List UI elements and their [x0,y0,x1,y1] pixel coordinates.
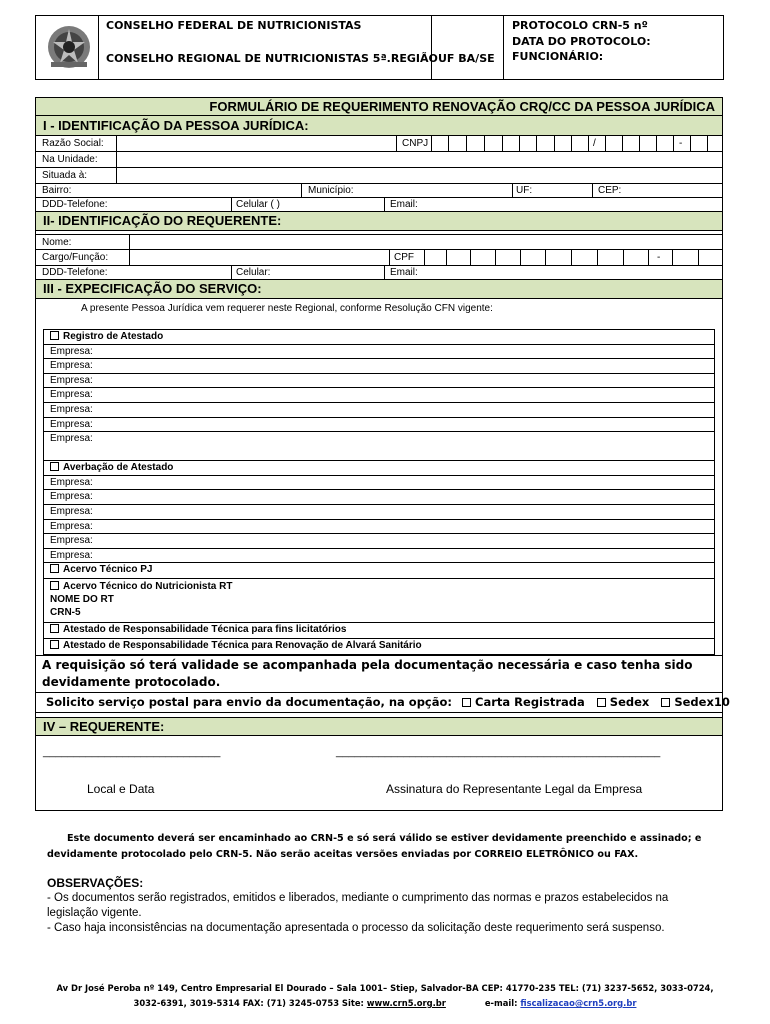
acervo-rt-option[interactable]: Acervo Técnico do Nutricionista RT NOME DO RT CRN-5 [44,579,714,623]
crn5-label: CRN-5 [50,607,81,619]
section-4-title: IV – REQUERENTE: [36,717,722,736]
acervo-pj-option[interactable]: Acervo Técnico PJ [44,563,714,579]
uf-cell [432,16,504,79]
averbacao-option[interactable]: Averbação de Atestado [44,461,714,476]
checkbox-icon [50,640,59,649]
empresa-field[interactable]: Empresa: [44,403,714,418]
footer-contacts: 3032-6391, 3019-5314 FAX: (71) 3245-0753 Site: www.crn5.org.br e-mail: fiscalizacao@crn5.org.br [133,998,637,1008]
unidade-row[interactable]: Na Unidade: [36,152,722,168]
sedex-option[interactable]: Sedex [597,695,650,709]
checkbox-icon [597,698,606,707]
federal-council: CONSELHO FEDERAL DE NUTRICIONISTAS [106,19,362,32]
nome-rt-label: NOME DO RT [50,594,114,606]
signature-area [36,736,722,810]
checkbox-icon [50,331,59,340]
form-title: FORMULÁRIO DE REQUERIMENTO RENOVAÇÃO CRQ/CC DA PESSOA JURÍDICA [36,98,722,116]
empresa-field[interactable]: Empresa: [44,490,714,505]
checkbox-icon [462,698,471,707]
telefone-row[interactable]: DDD-Telefone: Celular ( ) Email: [36,198,722,212]
carta-option[interactable]: Carta Registrada [462,695,585,709]
empresa-field[interactable]: Empresa: [44,534,714,549]
seal-cell [36,16,99,79]
empresa-field[interactable]: Empresa: [44,359,714,374]
protocolo-label: PROTOCOLO CRN-5 nº [512,19,648,32]
data-protocolo-label: DATA DO PROTOCOLO: [512,35,651,48]
funcionario-label: FUNCIONÁRIO: [512,50,604,63]
registro-option[interactable]: Registro de Atestado [44,330,714,345]
razao-row[interactable]: Razão Social: CNPJ / - [36,136,722,152]
cargo-row[interactable]: Cargo/Função: CPF - [36,250,722,266]
sedex10-option[interactable]: Sedex10 [661,695,730,709]
situada-row[interactable]: Situada à: [36,168,722,184]
notice-text: Este documento deverá ser encaminhado ao CRN-5 e só será válido se estiver devidamente preenchido e assinado; e devidamente protocolado pelo CRN-5. Não serão aceitas versões enviadas por CORREIO ELETRÔNICO ou FAX. [47,833,702,860]
signature-label: Assinatura do Representante Legal da Empresa [386,782,643,797]
empresa-field[interactable]: Empresa: [44,505,714,520]
header-box [35,15,724,80]
checkbox-icon [50,462,59,471]
signature-line[interactable]: _____________________________________________________ [336,746,661,759]
postal-row: Solicito serviço postal para envio da documentação, na opção: Carta Registrada Sedex Sedex10 [36,693,722,713]
observation-item: - Caso haja inconsistências na documentação apresentada o processo da solicitação deste requerimento será suspenso. [47,922,665,934]
council-cell [99,16,438,79]
site-link[interactable]: www.crn5.org.br [366,998,446,1008]
section-2-title: II- IDENTIFICAÇÃO DO REQUERENTE: [36,212,722,231]
footer [0,981,770,1011]
form [35,97,730,811]
atestado-licitatorio-option[interactable]: Atestado de Responsabilidade Técnica para fins licitatórios [44,623,714,639]
section-3-title: III - EXPECIFICAÇÃO DO SERVIÇO: [36,280,722,299]
validity-note: A requisição só terá validade se acompanhada pela documentação necessária e caso tenha sido devidamente protocolado. [36,655,722,693]
checkbox-icon [661,698,670,707]
section-1-title: I - IDENTIFICAÇÃO DA PESSOA JURÍDICA: [36,116,722,136]
local-data-line[interactable]: _____________________________ [43,746,221,759]
bairro-row[interactable]: Bairro: Município: UF: CEP: [36,184,722,198]
regional-council: CONSELHO REGIONAL DE NUTRICIONISTAS 5ª.REGIÃO [106,52,438,65]
empresa-field[interactable]: Empresa: [44,345,714,360]
email-link[interactable]: fiscalizacao@crn5.org.br [520,998,637,1008]
atestado-alvara-option[interactable]: Atestado de Responsabilidade Técnica para Renovação de Alvará Sanitário [44,639,714,655]
nome-row[interactable]: Nome: [36,234,722,250]
empresa-field[interactable]: Empresa: [44,549,714,564]
empresa-field[interactable]: Empresa: [44,520,714,535]
checkbox-icon [50,624,59,633]
empresa-field[interactable]: Empresa: [44,388,714,403]
observations [47,876,722,936]
uf-label: UF BA/SE [438,52,495,65]
service-intro: A presente Pessoa Jurídica vem requerer neste Regional, conforme Resolução CFN vigente: [81,303,493,314]
checkbox-icon [50,564,59,573]
observation-item: - Os documentos serão registrados, emitidos e liberados, mediante o cumprimento das normas e prazos estabelecidos na legislação vigente. [47,892,669,919]
observations-title: OBSERVAÇÕES: [47,876,144,890]
empresa-field[interactable]: Empresa: [44,418,714,433]
empresa-field[interactable]: Empresa: [44,476,714,491]
service-options [43,329,715,655]
empresa-field[interactable]: Empresa: [44,374,714,389]
empresa-field[interactable]: Empresa: [44,432,714,461]
local-data-label: Local e Data [87,782,155,797]
checkbox-icon [50,581,59,590]
coat-of-arms-icon [44,22,94,72]
footer-address: Av Dr José Peroba nº 149, Centro Empresarial El Dourado – Sala 1001– Stiep, Salvador-BA CEP: 41770-235 TEL: (71) 3237-5652, 3033-0724, [56,983,714,993]
requerente-telefone-row[interactable]: DDD-Telefone: Celular: Email: [36,266,722,280]
